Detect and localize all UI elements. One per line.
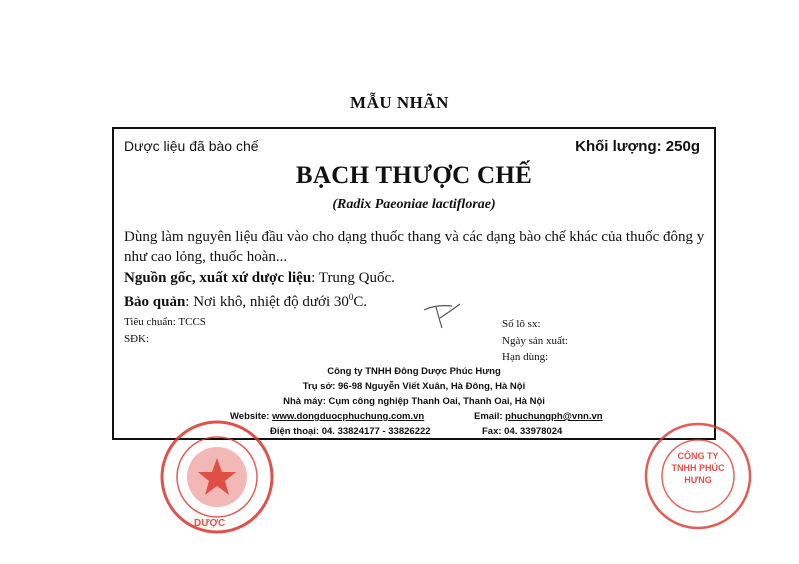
signature-mark bbox=[418, 296, 468, 332]
left-seal-text: DƯỢC bbox=[194, 518, 226, 529]
origin-value: : Trung Quốc. bbox=[311, 270, 395, 286]
company-seal-left bbox=[158, 418, 276, 536]
storage-unit: C. bbox=[353, 294, 368, 310]
email-line bbox=[474, 411, 603, 422]
manufacture-date-text: Ngày sản xuất: bbox=[502, 335, 568, 347]
email-label: Email: bbox=[474, 411, 506, 422]
standard-text: Tiêu chuẩn: TCCS bbox=[124, 316, 206, 328]
storage-superscript: 0 bbox=[348, 292, 354, 302]
usage-text: Dùng làm nguyên liệu đầu vào cho dạng thuốc thang và các dạng bào chế khác của thuốc đông y như cao lỏng, thuốc hoàn... bbox=[124, 229, 705, 265]
latin-name: (Radix Paeoniae lactiflorae) bbox=[332, 197, 496, 212]
right-seal-text: CÔNG TY TNHH PHÚC HƯNG bbox=[671, 451, 725, 485]
origin-line bbox=[124, 270, 395, 287]
website-label: Website: bbox=[230, 411, 273, 422]
company-name: Công ty TNHH Đông Dược Phúc Hưng bbox=[327, 366, 501, 377]
origin-label: Nguồn gốc, xuất xứ dược liệu bbox=[124, 270, 312, 286]
expiry-text: Hạn dùng: bbox=[502, 351, 549, 363]
storage-label: Bảo quản bbox=[124, 294, 186, 310]
company-seal-right bbox=[642, 420, 754, 532]
registration-text: SĐK: bbox=[124, 333, 150, 345]
category-text: Dược liệu đã bào chế bbox=[124, 138, 259, 154]
email-link[interactable]: phuchungph@vnn.vn bbox=[505, 411, 603, 422]
phone-text: Điện thoại: 04. 33824177 - 33826222 bbox=[270, 426, 431, 437]
batch-text: Số lô sx: bbox=[502, 318, 541, 330]
product-label bbox=[112, 127, 716, 440]
product-name: BẠCH THƯỢC CHẾ bbox=[295, 162, 533, 189]
fax-text: Fax: 04. 33978024 bbox=[482, 426, 563, 437]
weight-text: Khối lượng: 250g bbox=[575, 138, 700, 155]
storage-value: : Nơi khô, nhiệt độ dưới 30 bbox=[185, 294, 349, 310]
website-link[interactable]: www.dongduocphuchung.com.vn bbox=[272, 411, 425, 422]
headquarters-address: Trụ sở: 96-98 Nguyễn Viết Xuân, Hà Đông, Hà Nội bbox=[302, 381, 526, 392]
storage-line bbox=[124, 294, 367, 311]
factory-address: Nhà máy: Cụm công nghiệp Thanh Oai, Thanh Oai, Hà Nội bbox=[283, 396, 545, 407]
document-heading: MẪU NHÃN bbox=[350, 93, 449, 112]
